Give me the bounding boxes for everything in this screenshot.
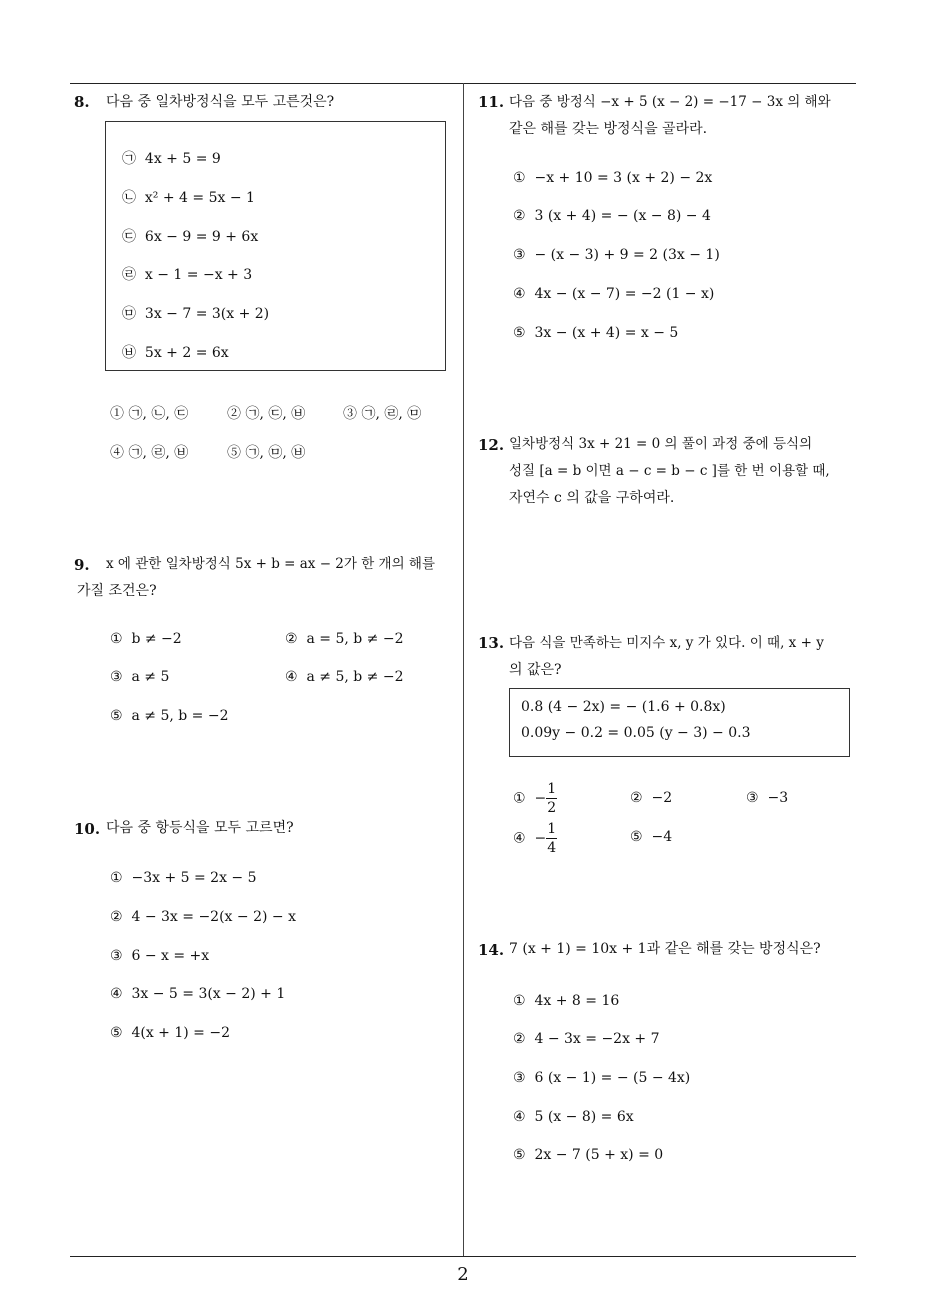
question-stem: 다음 중 항등식을 모두 고르면? — [106, 820, 294, 836]
equation-line: 0.09y − 0.2 = 0.05 (y − 3) − 0.3 — [521, 725, 751, 741]
answer-choice[interactable]: ① −3x + 5 = 2x − 5 — [110, 870, 257, 886]
answer-choice[interactable]: ① 4x + 8 = 16 — [513, 993, 620, 1009]
question-stem-line: 자연수 c 의 값을 구하여라. — [509, 490, 675, 506]
question-stem-line: 가질 조건은? — [77, 583, 157, 599]
statement-item: ㉥ 5x + 2 = 6x — [122, 345, 229, 361]
answer-choice[interactable]: ② −2 — [630, 790, 673, 806]
answer-choice[interactable]: ③ −3 — [746, 790, 789, 806]
statement-item: ㉤ 3x − 7 = 3(x + 2) — [122, 306, 270, 322]
answer-choice[interactable]: ① ㉠, ㉡, ㉢ — [110, 406, 189, 422]
answer-choice[interactable]: ② a = 5, b ≠ −2 — [285, 631, 404, 647]
answer-choice[interactable]: ⑤ 4(x + 1) = −2 — [110, 1025, 231, 1041]
question-stem-line: 성질 [a = b 이면 a − c = b − c ]를 한 번 이용할 때, — [509, 463, 830, 479]
answer-choice[interactable]: ⑤ a ≠ 5, b = −2 — [110, 708, 229, 724]
answer-choice[interactable]: ⑤ 2x − 7 (5 + x) = 0 — [513, 1147, 664, 1163]
page-number: 2 — [457, 1264, 469, 1285]
answer-choice[interactable]: ② 3 (x + 4) = − (x − 8) − 4 — [513, 208, 711, 224]
question-number: 9. — [74, 556, 90, 574]
fraction: $\frac{1}{4}$ — [547, 821, 557, 856]
statement-item: ㉢ 6x − 9 = 9 + 6x — [122, 229, 259, 245]
question-number: 12. — [478, 436, 505, 454]
answer-choice[interactable]: ④ 3x − 5 = 3(x − 2) + 1 — [110, 986, 286, 1002]
answer-choice[interactable]: ④ 5 (x − 8) = 6x — [513, 1109, 634, 1125]
answer-choice[interactable]: ③ − (x − 3) + 9 = 2 (3x − 1) — [513, 247, 720, 263]
answer-choice[interactable]: ④ 4x − (x − 7) = −2 (1 − x) — [513, 286, 715, 302]
question-number: 11. — [478, 93, 505, 111]
statement-item: ㉣ x − 1 = −x + 3 — [122, 267, 253, 283]
question-stem-line: 의 값은? — [509, 662, 562, 678]
bottom-rule — [70, 1256, 856, 1257]
answer-choice[interactable]: ② ㉠, ㉢, ㉥ — [227, 406, 306, 422]
answer-choice[interactable]: ④ a ≠ 5, b ≠ −2 — [285, 669, 404, 685]
answer-choice[interactable]: ③ 6 − x = +x — [110, 948, 210, 964]
answer-choice[interactable]: ① − $\frac{1}{2}$ — [513, 781, 557, 816]
question-stem: 다음 중 일차방정식을 모두 고른것은? — [106, 94, 335, 110]
column-divider — [463, 83, 464, 1256]
answer-choice[interactable]: ⑤ ㉠, ㉤, ㉥ — [227, 445, 306, 461]
answer-choice[interactable]: ③ a ≠ 5 — [110, 669, 170, 685]
answer-choice[interactable]: ⑤ −4 — [630, 829, 673, 845]
answer-choice[interactable]: ② 4 − 3x = −2x + 7 — [513, 1031, 660, 1047]
question-stem-line: 다음 식을 만족하는 미지수 x, y 가 있다. 이 때, x + y — [509, 635, 824, 651]
question-stem-line: 일차방정식 3x + 21 = 0 의 풀이 과정 중에 등식의 — [509, 436, 813, 452]
fraction: $\frac{1}{2}$ — [547, 781, 557, 816]
answer-choice[interactable]: ⑤ 3x − (x + 4) = x − 5 — [513, 325, 679, 341]
question-stem-line: 같은 해를 갖는 방정식을 골라라. — [509, 121, 708, 137]
question-number: 14. — [478, 941, 505, 959]
statement-item: ㉠ 4x + 5 = 9 — [122, 151, 221, 167]
answer-choice[interactable]: ③ 6 (x − 1) = − (5 − 4x) — [513, 1070, 691, 1086]
question-number: 10. — [74, 820, 101, 838]
answer-choice[interactable]: ② 4 − 3x = −2(x − 2) − x — [110, 909, 296, 925]
answer-choice[interactable]: ③ ㉠, ㉣, ㉤ — [343, 406, 422, 422]
statement-item: ㉡ x² + 4 = 5x − 1 — [122, 190, 255, 206]
answer-choice[interactable]: ④ ㉠, ㉣, ㉥ — [110, 445, 189, 461]
answer-choice[interactable]: ④ − $\frac{1}{4}$ — [513, 821, 557, 856]
equation-line: 0.8 (4 − 2x) = − (1.6 + 0.8x) — [521, 699, 726, 715]
question-stem-line: x 에 관한 일차방정식 5x + b = ax − 2가 한 개의 해를 — [106, 556, 436, 572]
answer-choice[interactable]: ① −x + 10 = 3 (x + 2) − 2x — [513, 170, 713, 186]
question-stem: 7 (x + 1) = 10x + 1과 같은 해를 갖는 방정식은? — [509, 941, 821, 957]
question-number: 13. — [478, 634, 505, 652]
question-number: 8. — [74, 93, 90, 111]
question-stem-line: 다음 중 방정식 −x + 5 (x − 2) = −17 − 3x 의 해와 — [509, 94, 831, 110]
answer-choice[interactable]: ① b ≠ −2 — [110, 631, 182, 647]
